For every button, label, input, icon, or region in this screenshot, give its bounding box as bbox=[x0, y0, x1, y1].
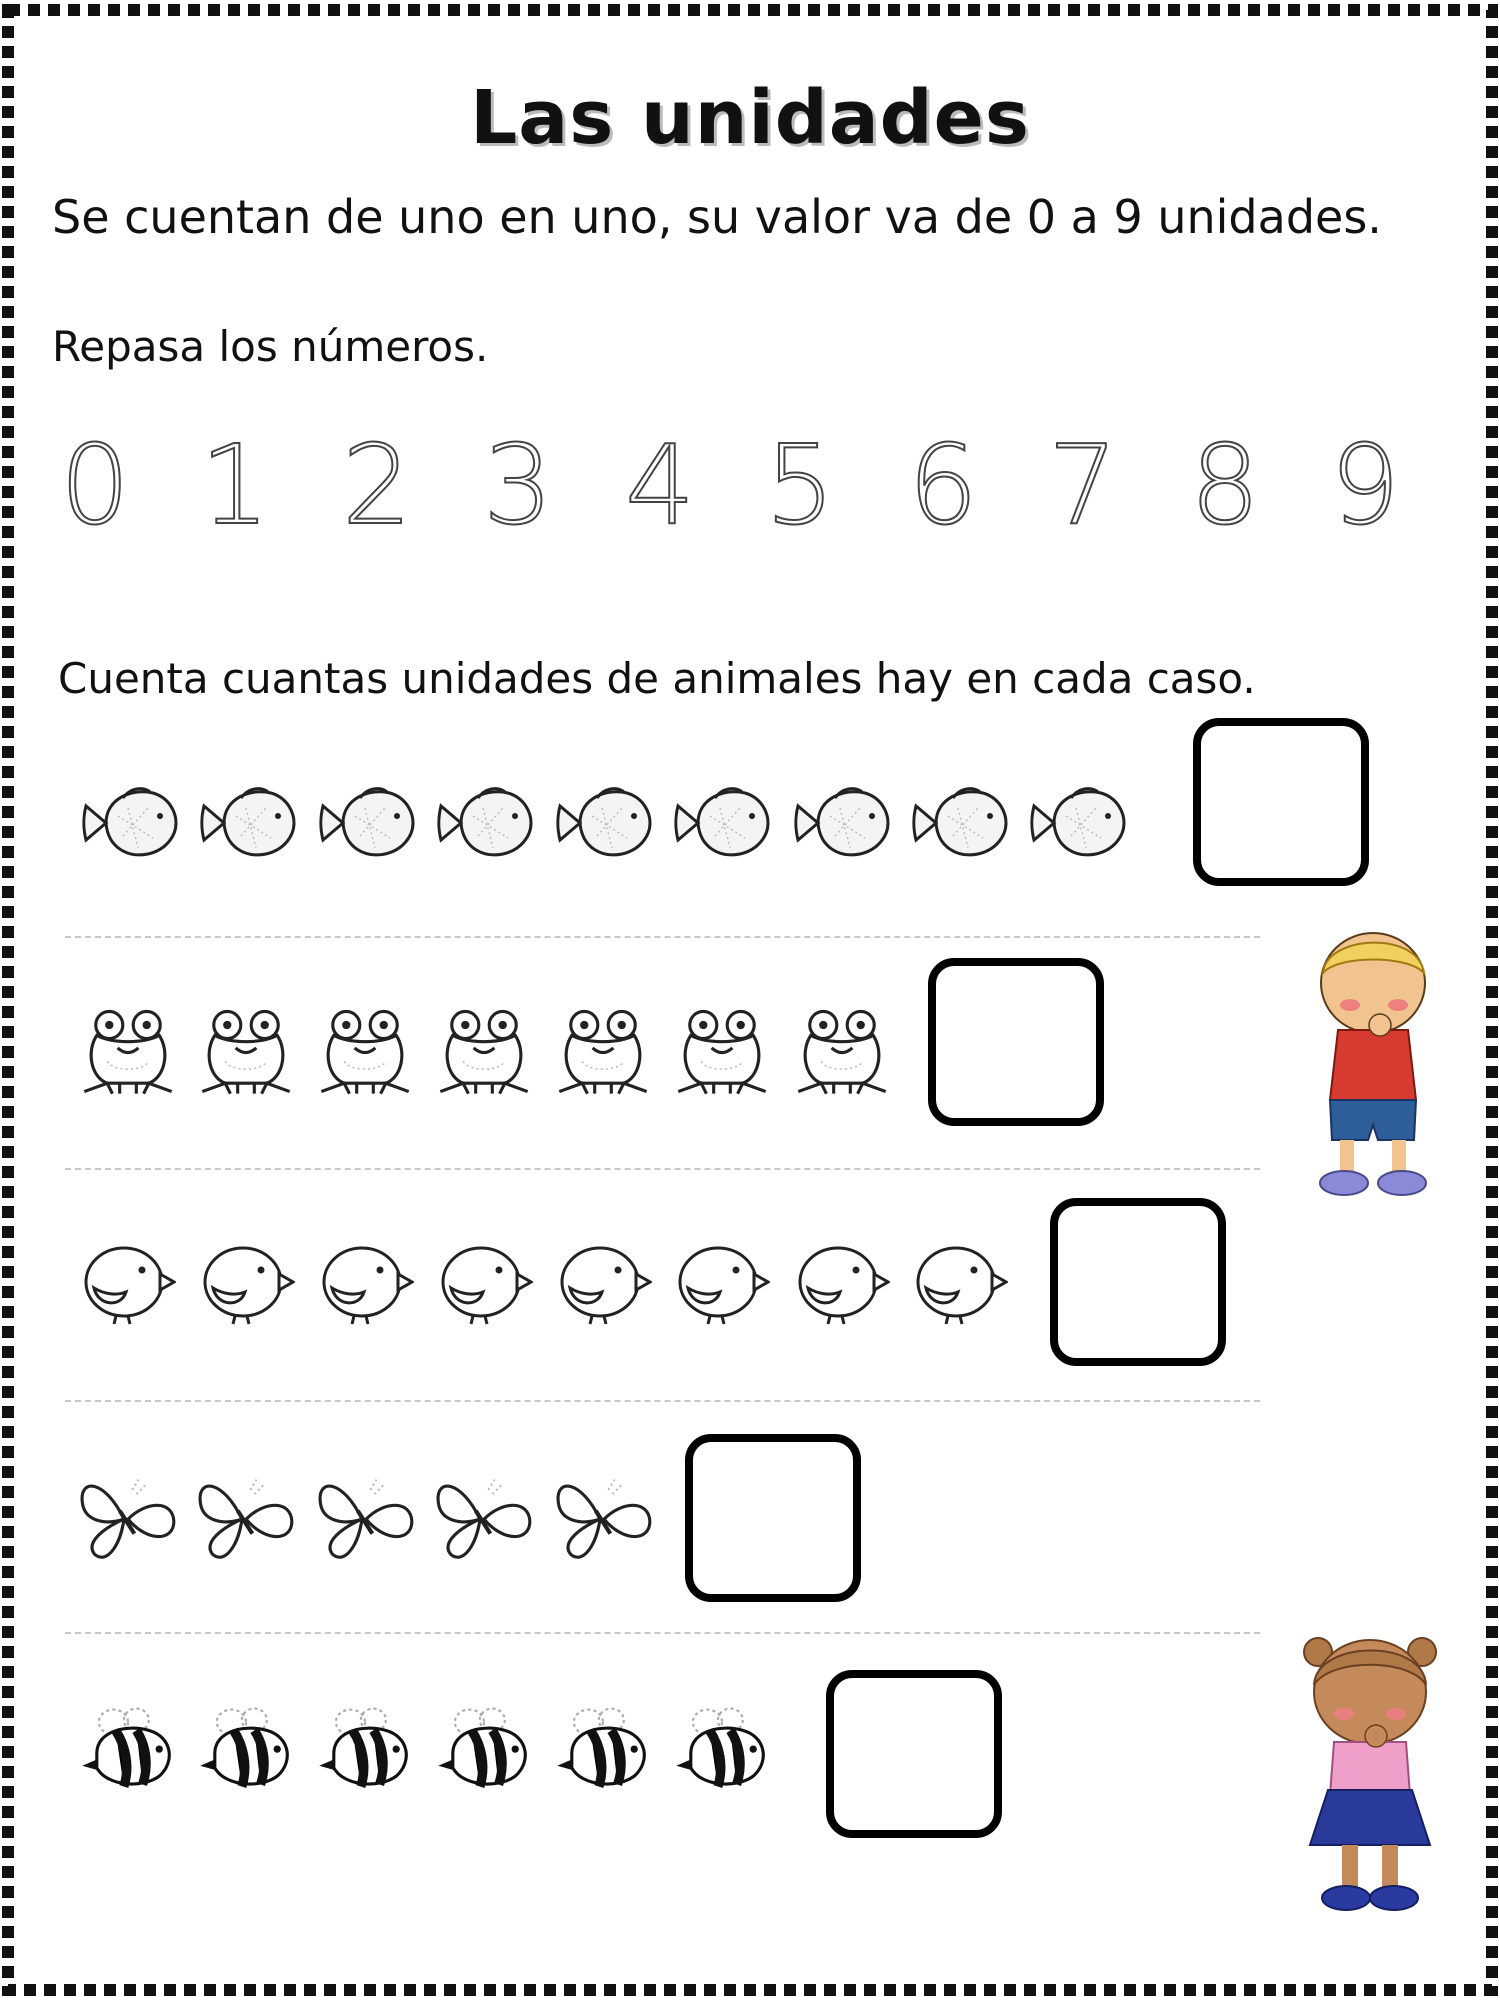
bird-icon bbox=[552, 1235, 652, 1327]
butterfly-icon bbox=[192, 1468, 296, 1564]
trace-digit-8[interactable]: 8 bbox=[1190, 421, 1260, 549]
bee-icon bbox=[551, 1698, 655, 1794]
trace-instruction: Repasa los números. bbox=[52, 322, 489, 371]
answer-box-bee[interactable] bbox=[826, 1670, 1002, 1838]
boy-thinking-illustration bbox=[1298, 925, 1448, 1205]
bee-icon bbox=[313, 1698, 417, 1794]
bee-icon bbox=[76, 1698, 180, 1794]
frog-icon bbox=[790, 1004, 894, 1098]
trace-digit-6[interactable]: 6 bbox=[908, 421, 978, 549]
answer-box-bird[interactable] bbox=[1050, 1198, 1226, 1366]
trace-digit-0[interactable]: 0 bbox=[60, 421, 130, 549]
fish-icon bbox=[196, 778, 296, 868]
bird-icon bbox=[76, 1235, 176, 1327]
butterfly-icon bbox=[430, 1468, 534, 1564]
butterfly-icon bbox=[550, 1468, 654, 1564]
girl-thinking-illustration bbox=[1290, 1630, 1450, 1920]
bird-icon bbox=[314, 1235, 414, 1327]
fish-icon bbox=[552, 778, 652, 868]
bird-icon bbox=[195, 1235, 295, 1327]
trace-digit-2[interactable]: 2 bbox=[342, 421, 412, 549]
bee-icon bbox=[432, 1698, 536, 1794]
frog-icon bbox=[432, 1004, 536, 1098]
count-instruction: Cuenta cuantas unidades de animales hay en cada caso. bbox=[58, 654, 1256, 703]
bird-icon bbox=[908, 1235, 1008, 1327]
answer-box-fish[interactable] bbox=[1193, 718, 1369, 886]
trace-digit-9[interactable]: 9 bbox=[1330, 421, 1400, 549]
frog-icon bbox=[194, 1004, 298, 1098]
frog-icon bbox=[551, 1004, 655, 1098]
row-separator bbox=[65, 1400, 1260, 1402]
trace-digits bbox=[55, 421, 1435, 549]
fish-icon bbox=[1026, 778, 1126, 868]
trace-digit-5[interactable]: 5 bbox=[765, 421, 835, 549]
page-title: Las unidades bbox=[470, 75, 1030, 161]
frog-icon bbox=[76, 1004, 180, 1098]
trace-digit-4[interactable]: 4 bbox=[625, 421, 695, 549]
frog-icon bbox=[670, 1004, 774, 1098]
trace-digit-1[interactable]: 1 bbox=[200, 421, 270, 549]
fish-icon bbox=[790, 778, 890, 868]
row-separator bbox=[65, 1168, 1260, 1170]
bird-icon bbox=[790, 1235, 890, 1327]
frog-icon bbox=[313, 1004, 417, 1098]
fish-icon bbox=[433, 778, 533, 868]
row-separator bbox=[65, 1632, 1260, 1634]
fish-icon bbox=[78, 778, 178, 868]
bird-icon bbox=[670, 1235, 770, 1327]
trace-digit-7[interactable]: 7 bbox=[1048, 421, 1118, 549]
bird-icon bbox=[433, 1235, 533, 1327]
fish-icon bbox=[908, 778, 1008, 868]
fish-icon bbox=[315, 778, 415, 868]
fish-icon bbox=[670, 778, 770, 868]
bee-icon bbox=[194, 1698, 298, 1794]
definition-text: Se cuentan de uno en uno, su valor va de 0 a 9 unidades. bbox=[52, 190, 1382, 244]
butterfly-icon bbox=[312, 1468, 416, 1564]
butterfly-icon bbox=[74, 1468, 178, 1564]
answer-box-butterfly[interactable] bbox=[685, 1434, 861, 1602]
answer-box-frog[interactable] bbox=[928, 958, 1104, 1126]
row-separator bbox=[65, 936, 1260, 938]
trace-digit-3[interactable]: 3 bbox=[483, 421, 553, 549]
bee-icon bbox=[670, 1698, 774, 1794]
